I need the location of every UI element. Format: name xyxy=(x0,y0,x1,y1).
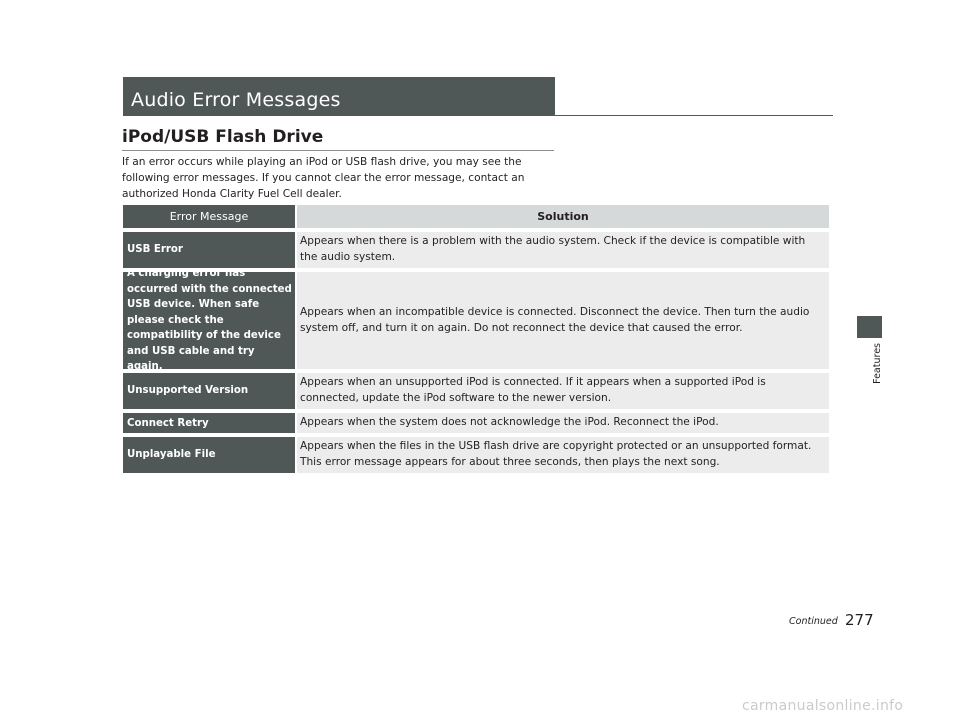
intro-paragraph: If an error occurs while playing an iPod or USB flash drive, you may see the following error messages. If you cannot clear the error message, contact an authorized Honda Clarity Fuel Cell dealer. xyxy=(122,156,525,200)
error-message-cell: USB Error xyxy=(123,232,295,268)
features-tab-marker xyxy=(857,316,882,338)
header-solution: Solution xyxy=(297,205,829,228)
watermark: carmanualsonline.info xyxy=(742,698,904,714)
continued-label: Continued xyxy=(789,616,838,627)
section-title-banner xyxy=(123,77,555,116)
solution-cell: Appears when the files in the USB flash drive are copyright protected or an unsupported format. This error message appears for about three seconds, then plays the next song. xyxy=(297,437,829,473)
error-message-cell: Connect Retry xyxy=(123,413,295,433)
subsection-title: iPod/USB Flash Drive xyxy=(122,127,324,147)
solution-cell: Appears when there is a problem with the audio system. Check if the device is compatible with the audio system. xyxy=(297,232,829,268)
error-message-cell: Unsupported Version xyxy=(123,373,295,409)
error-message-cell: Unplayable File xyxy=(123,437,295,473)
solution-cell: Appears when an unsupported iPod is connected. If it appears when a supported iPod is connected, update the iPod software to the newer version. xyxy=(297,373,829,409)
solution-cell: Appears when the system does not acknowledge the iPod. Reconnect the iPod. xyxy=(297,413,829,433)
table-row xyxy=(123,268,829,373)
table-row xyxy=(123,413,829,433)
section-divider xyxy=(123,115,833,116)
table-header-row xyxy=(123,205,829,228)
error-message-table xyxy=(123,205,829,477)
header-error-message: Error Message xyxy=(123,205,295,228)
solution-cell: Appears when an incompatible device is connected. Disconnect the device. Then turn the audio system off, and turn it on again. Do not reconnect the device that caused the error. xyxy=(297,272,829,369)
error-message-cell: A charging error has occurred with the connected USB device. When safe please check the compatibility of the device and USB cable and try again. xyxy=(123,272,295,369)
features-tab-label: Features xyxy=(872,343,883,384)
section-title: Audio Error Messages xyxy=(131,89,341,111)
table-row xyxy=(123,232,829,268)
table-row xyxy=(123,373,829,409)
page-number: 277 xyxy=(845,611,874,629)
table-row xyxy=(123,437,829,473)
subsection-divider xyxy=(122,150,554,151)
